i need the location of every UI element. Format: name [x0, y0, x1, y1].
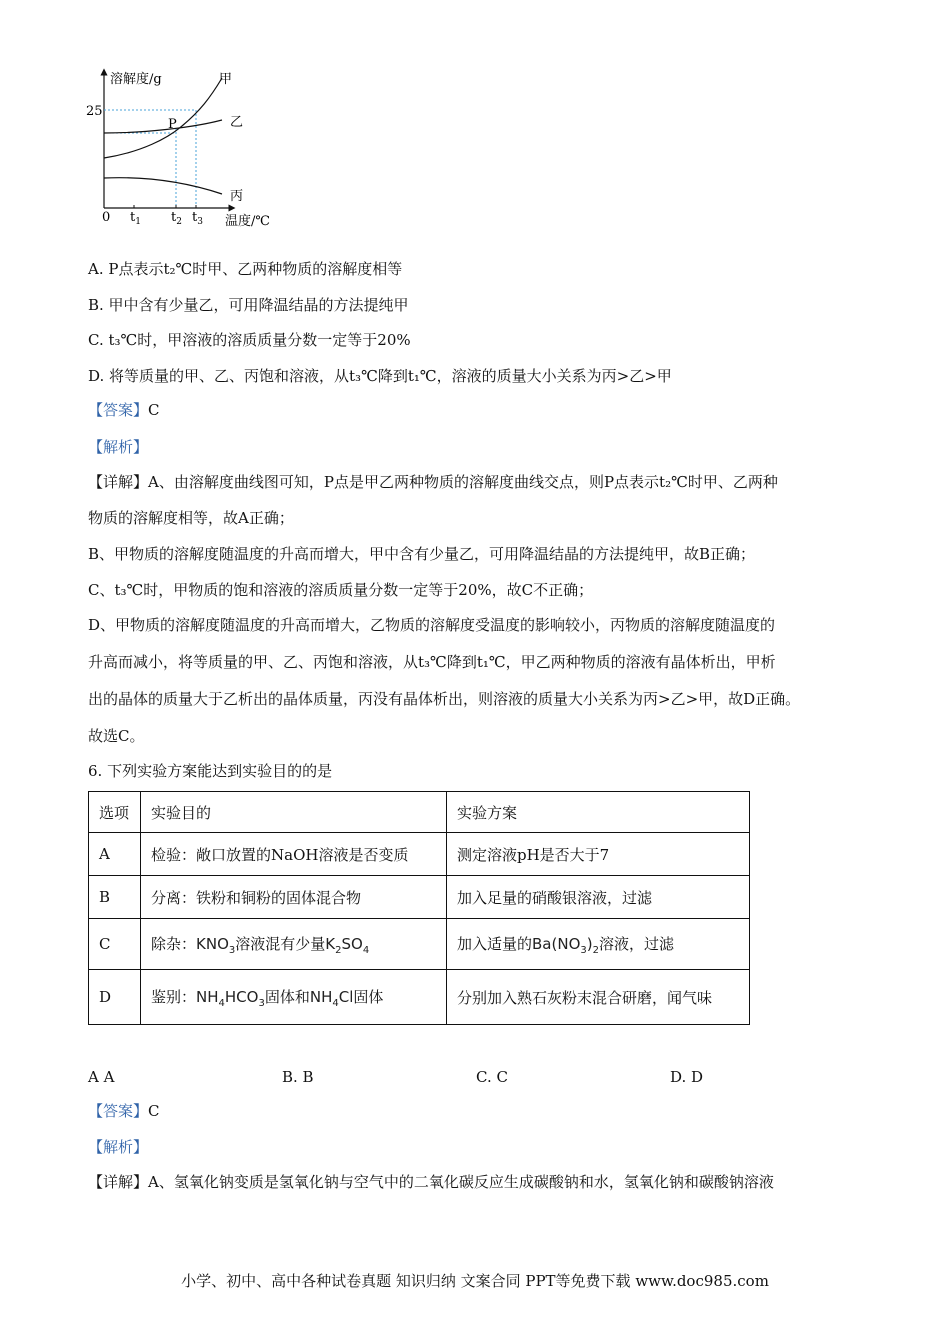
formula-ba-no3-2: $Ba(NO_3)_2$ [532, 934, 599, 956]
q6-choice-c: C. C [476, 1068, 508, 1086]
point-p-label: P [168, 117, 177, 132]
q6-answer [88, 1101, 160, 1121]
curve-label-jia: 甲 [219, 72, 233, 87]
table-header-cell: 实验目的 [141, 792, 447, 833]
x-tick-t3: $t_3$ [192, 210, 203, 227]
q5-detail-line-5: D、甲物质的溶解度随温度的升高而增大，乙物质的溶解度受温度的影响较小，丙物质的溶解度随温度的 [88, 616, 776, 634]
table-row [89, 876, 750, 919]
formula-nh4hco3: $NH_4HCO_3$ [196, 987, 265, 1009]
q5-detail-line-8: 故选C。 [88, 727, 145, 745]
formula-k2so4: $K_2SO_4$ [325, 934, 370, 956]
formula-kno3: $KNO_3$ [196, 934, 236, 956]
answer-value: C [148, 1102, 160, 1120]
q5-detail-line-4: C、t₃℃时，甲物质的饱和溶液的溶质质量分数一定等于20%，故C不正确； [88, 581, 594, 599]
curve-label-bing: 丙 [230, 189, 244, 204]
table-cell-option: B [89, 876, 141, 919]
answer-tag: 【答案】 [88, 1102, 149, 1120]
q5-answer [88, 400, 160, 420]
q6-choice-b: B. B [282, 1068, 314, 1086]
x-tick-t2: $t_2$ [171, 210, 182, 227]
q6-stem: 6. 下列实验方案能达到实验目的的是 [88, 762, 333, 780]
page-footer: 小学、初中、高中各种试卷真题 知识归纳 文案合同 PPT等免费下载 www.doc985.com [181, 1272, 769, 1290]
curve-label-yi: 乙 [230, 115, 244, 130]
q5-analysis-tag: 【解析】 [88, 438, 149, 456]
curve-yi [104, 120, 222, 133]
curve-bing [104, 178, 222, 194]
table-cell-plan: 分别加入熟石灰粉末混合研磨，闻气味 [447, 970, 750, 1025]
x-tick-t1: $t_1$ [130, 210, 141, 227]
table-header-cell: 选项 [89, 792, 141, 833]
detail-tag: 【详解】 [88, 473, 149, 491]
table-cell-option: D [89, 970, 141, 1025]
y-axis-label: 溶解度/g [110, 72, 162, 87]
curve-jia [104, 78, 222, 158]
q5-option-b: B. 甲中含有少量乙，可用降温结晶的方法提纯甲 [88, 296, 409, 314]
formula-nh4cl: $NH_4Cl$ [309, 987, 354, 1009]
table-row [89, 919, 750, 970]
q6-analysis-tag: 【解析】 [88, 1138, 149, 1156]
table-cell-purpose: 除杂：$KNO_3$溶液混有少量$K_2SO_4$ [141, 919, 447, 970]
table-row [89, 833, 750, 876]
table-cell-purpose: 分离：铁粉和铜粉的固体混合物 [141, 876, 447, 919]
table-cell-purpose: 检验：敞口放置的NaOH溶液是否变质 [141, 833, 447, 876]
detail-tag: 【详解】 [88, 1173, 149, 1191]
q5-detail-line-2: 物质的溶解度相等，故A正确； [88, 509, 294, 527]
table-header-row [89, 792, 750, 833]
table-cell-plan: 加入适量的$Ba(NO_3)_2$溶液，过滤 [447, 919, 750, 970]
q5-detail-line-6: 升高而减小，将等质量的甲、乙、丙饱和溶液，从t₃℃降到t₁℃，甲乙两种物质的溶液有晶体析出，甲析 [88, 653, 776, 671]
answer-value: C [148, 401, 160, 419]
x-axis-label: 温度/℃ [225, 214, 270, 229]
origin-label: 0 [102, 210, 111, 225]
q5-detail-line-7: 出的晶体的质量大于乙析出的晶体质量，丙没有晶体析出，则溶液的质量大小关系为丙>乙>甲，故D正确。 [88, 690, 801, 708]
table-cell-plan: 测定溶液pH是否大于7 [447, 833, 750, 876]
q5-detail-line-1: 【详解】A、由溶解度曲线图可知，P点是甲乙两种物质的溶解度曲线交点，则P点表示t₂℃时甲、乙两种 [88, 473, 778, 491]
table-header-cell: 实验方案 [447, 792, 750, 833]
y-tick-25: 25 [86, 104, 103, 119]
table-cell-plan: 加入足量的硝酸银溶液，过滤 [447, 876, 750, 919]
experiment-table [88, 791, 750, 1025]
solubility-graph [82, 66, 282, 236]
q5-detail-line-3: B、甲物质的溶解度随温度的升高而增大，甲中含有少量乙，可用降温结晶的方法提纯甲，故B正确； [88, 545, 756, 563]
table-row [89, 970, 750, 1025]
q5-option-c: C. t₃℃时，甲溶液的溶质质量分数一定等于20% [88, 331, 411, 349]
q6-detail-line-1: 【详解】A、氢氧化钠变质是氢氧化钠与空气中的二氧化碳反应生成碳酸钠和水，氢氧化钠和碳酸钠溶液 [88, 1173, 774, 1191]
table-cell-purpose: 鉴别：$NH_4HCO_3$固体和$NH_4Cl$固体 [141, 970, 447, 1025]
q5-option-d: D. 将等质量的甲、乙、丙饱和溶液，从t₃℃降到t₁℃，溶液的质量大小关系为丙>乙>甲 [88, 367, 672, 385]
answer-tag: 【答案】 [88, 401, 149, 419]
q5-option-a: A. P点表示t₂℃时甲、乙两种物质的溶解度相等 [88, 260, 403, 278]
q6-choice-a: A A [88, 1068, 115, 1086]
q6-choice-d: D. D [670, 1068, 704, 1086]
table-cell-option: C [89, 919, 141, 970]
table-cell-option: A [89, 833, 141, 876]
